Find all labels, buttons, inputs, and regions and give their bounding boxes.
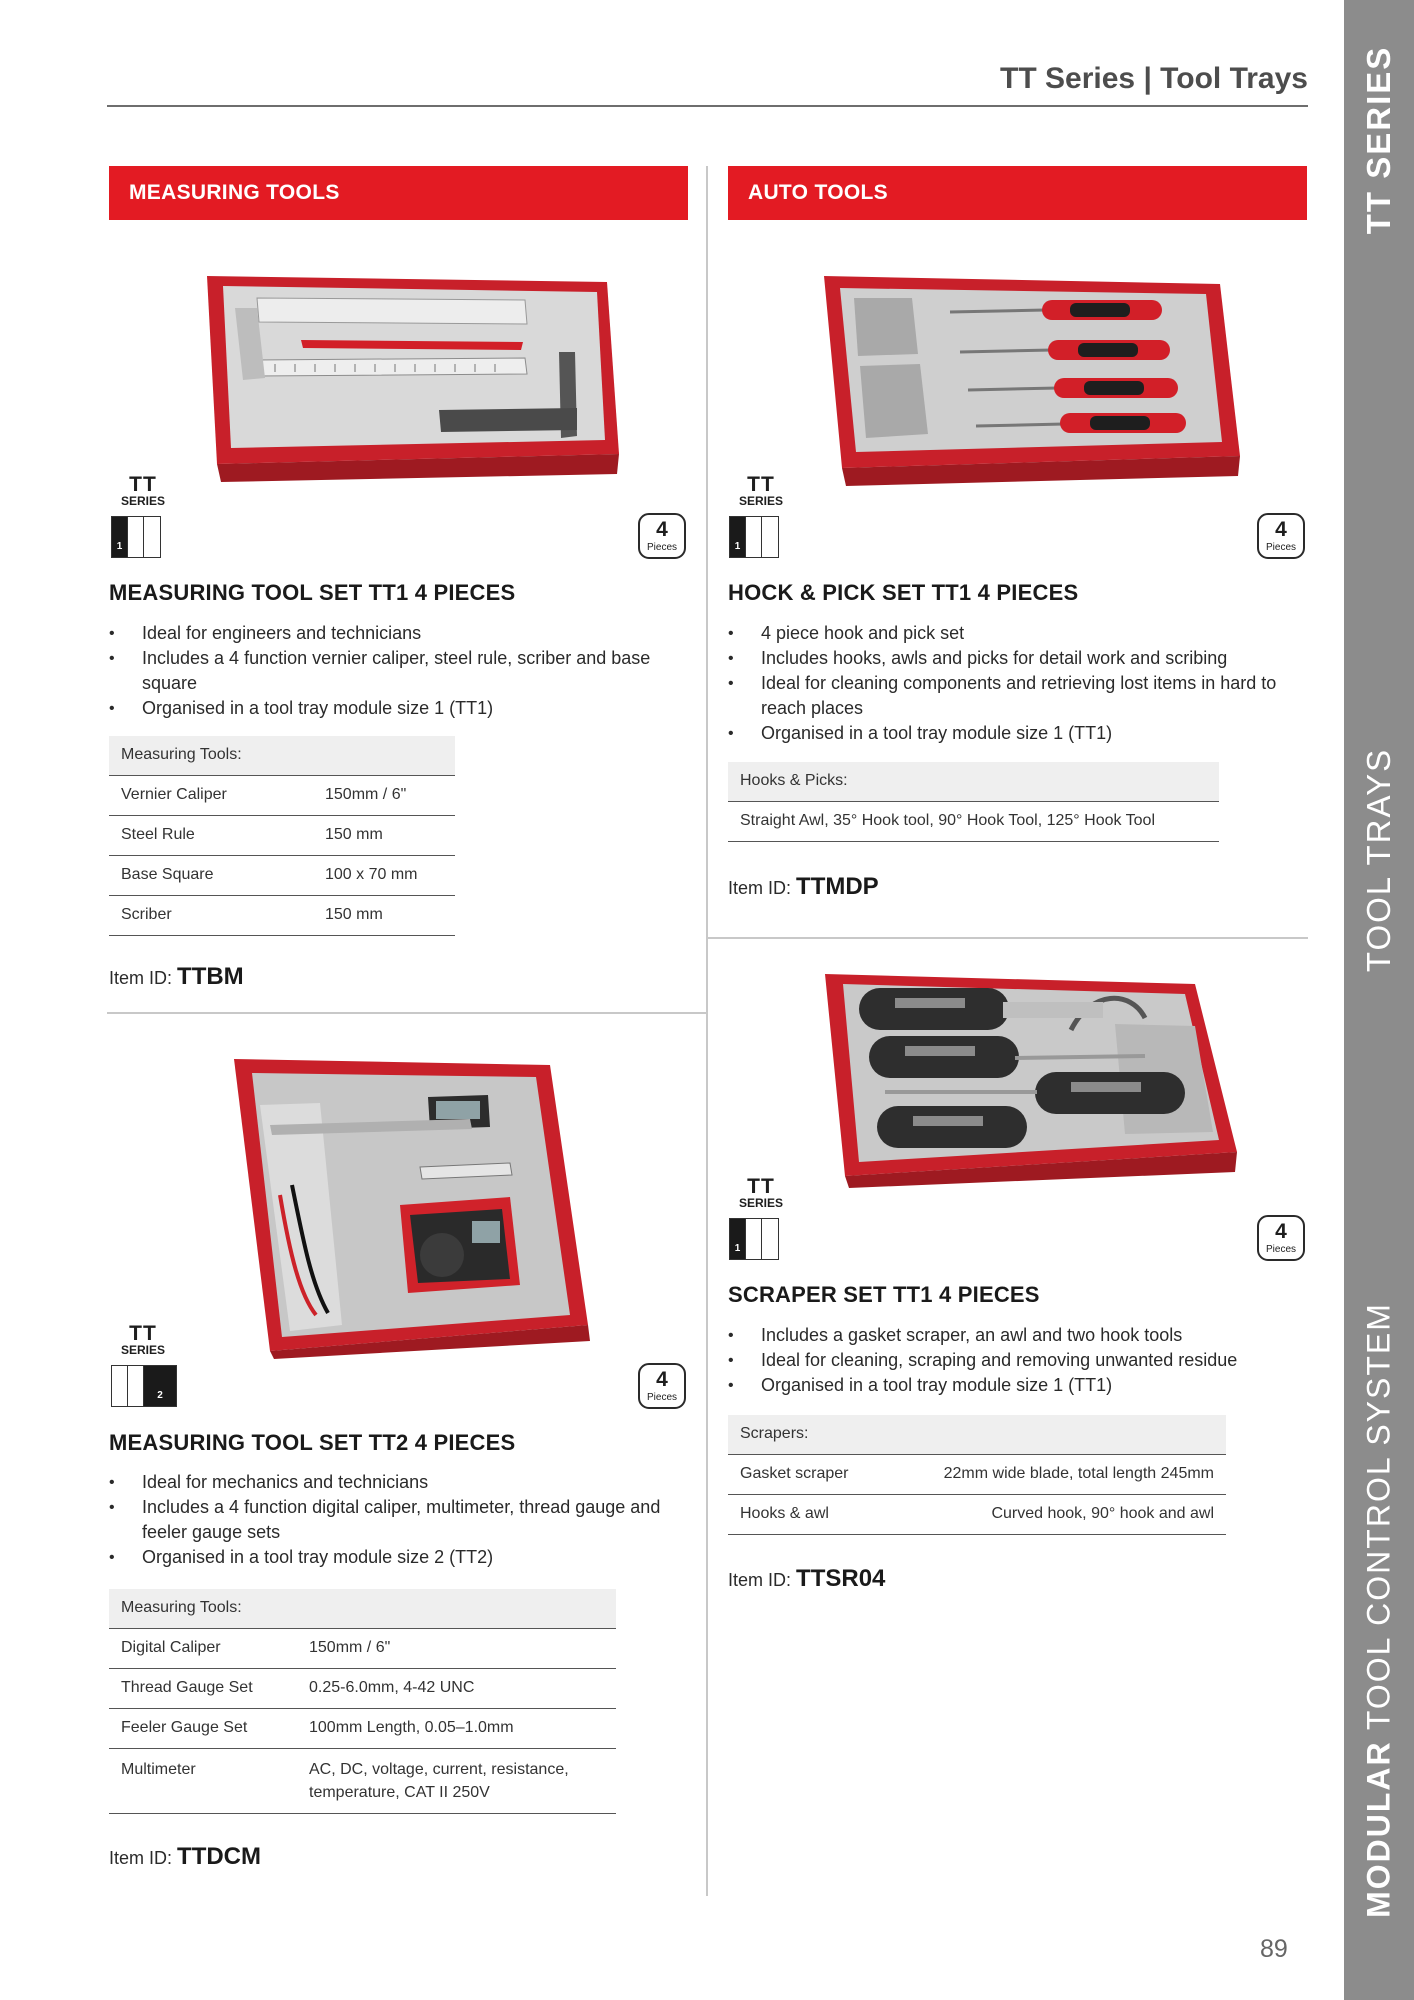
sidebar-series-label: TT SERIES: [1360, 45, 1397, 235]
tt-series-logo-ttdcm: [110, 1322, 176, 1401]
module-size-indicator: [729, 516, 779, 558]
tt-series-logo-ttbm: [110, 473, 176, 552]
sidebar-system-label: [1361, 1302, 1398, 1918]
category-banner-measuring: MEASURING TOOLS: [109, 166, 688, 220]
table-row: [109, 1628, 616, 1668]
spec-value: 0.25-6.0mm, 4-42 UNC: [297, 1668, 616, 1708]
product-title-ttmdp: HOCK & PICK SET TT1 4 PIECES: [728, 580, 1079, 605]
page-header: [107, 62, 1308, 107]
item-id-label: Item ID:: [728, 878, 792, 898]
pieces-count: 4: [1275, 518, 1287, 541]
spec-value: 100mm Length, 0.05–1.0mm: [297, 1708, 616, 1748]
pieces-count: 4: [656, 1368, 668, 1391]
item-id-code: TTBM: [177, 963, 244, 990]
column-divider: [706, 166, 708, 1896]
feature-list-ttdcm: [109, 1470, 669, 1570]
module-size-number: 1: [112, 517, 128, 557]
list-item: • Ideal for engineers and technicians: [109, 621, 679, 646]
item-id-ttmdp: [728, 873, 879, 901]
table-row: [109, 1668, 616, 1708]
tt-logo-text: TT: [747, 1175, 775, 1198]
pieces-count: 4: [656, 518, 668, 541]
item-id-code: TTDCM: [177, 1843, 262, 1870]
spec-value: Curved hook, 90° hook and awl: [888, 1494, 1226, 1534]
spec-value: 150 mm: [313, 815, 455, 855]
item-id-code: TTSR04: [796, 1565, 886, 1592]
spec-value: 100 x 70 mm: [313, 855, 455, 895]
spec-label: Scriber: [109, 895, 313, 935]
product-photo-ttdcm: [230, 1055, 595, 1360]
spec-value: 22mm wide blade, total length 245mm: [888, 1454, 1226, 1494]
table-row: [109, 775, 455, 815]
spec-label: Feeler Gauge Set: [109, 1708, 297, 1748]
category-banner-auto: AUTO TOOLS: [728, 166, 1307, 220]
page-title: TT Series | Tool Trays: [1000, 62, 1308, 95]
spec-table-ttdcm: [109, 1589, 616, 1814]
spec-table-header: Measuring Tools:: [109, 736, 455, 775]
spec-value: 150 mm: [313, 895, 455, 935]
spec-label: Base Square: [109, 855, 313, 895]
product-title-ttdcm: MEASURING TOOL SET TT2 4 PIECES: [109, 1430, 516, 1455]
pieces-label: Pieces: [646, 1392, 677, 1403]
list-item: • Includes hooks, awls and picks for detail work and scribing: [728, 646, 1300, 671]
spec-table-ttbm: [109, 736, 455, 936]
table-row: [728, 801, 1219, 841]
left-section-divider: [107, 1012, 707, 1014]
spec-table-header: Hooks & Picks:: [728, 762, 1219, 801]
pieces-badge-ttdcm: [638, 1363, 686, 1409]
table-row: [109, 1708, 616, 1748]
tt-logo-text: TT: [129, 473, 157, 496]
pieces-badge-ttmdp: [1257, 513, 1305, 559]
pieces-label: Pieces: [1265, 1244, 1296, 1255]
spec-value: 150mm / 6": [297, 1628, 616, 1668]
spec-value: 150mm / 6": [313, 775, 455, 815]
item-id-code: TTMDP: [796, 873, 879, 900]
tt-series-logo-ttsr04: [728, 1175, 794, 1254]
list-item: • Organised in a tool tray module size 1 (TT1): [728, 721, 1300, 746]
spec-label: Gasket scraper: [728, 1454, 888, 1494]
item-id-label: Item ID:: [109, 968, 173, 988]
item-id-ttdcm: [109, 1843, 261, 1871]
right-section-divider: [708, 937, 1308, 939]
sidebar-trays-label: TOOL TRAYS: [1360, 747, 1397, 973]
spec-table-header: Measuring Tools:: [109, 1589, 616, 1628]
product-title-ttbm: MEASURING TOOL SET TT1 4 PIECES: [109, 580, 516, 605]
product-photo-ttbm: [195, 268, 625, 486]
series-logo-text: SERIES: [120, 494, 165, 508]
series-logo-text: SERIES: [120, 1343, 165, 1357]
spec-label: Vernier Caliper: [109, 775, 313, 815]
list-item: • Includes a 4 function digital caliper, multimeter, thread gauge and feeler gauge sets: [109, 1495, 669, 1545]
product-title-ttsr04: SCRAPER SET TT1 4 PIECES: [728, 1282, 1040, 1307]
pieces-label: Pieces: [646, 542, 677, 553]
spec-value: AC, DC, voltage, current, resistance, temperature, CAT II 250V: [297, 1748, 616, 1813]
table-row: [109, 1748, 616, 1813]
spec-label: Digital Caliper: [109, 1628, 297, 1668]
item-id-label: Item ID:: [109, 1848, 173, 1868]
tt-series-logo-ttmdp: [728, 473, 794, 552]
spec-label: Steel Rule: [109, 815, 313, 855]
spec-table-ttsr04: [728, 1415, 1226, 1535]
series-logo-text: SERIES: [738, 494, 783, 508]
spec-label: Thread Gauge Set: [109, 1668, 297, 1708]
spec-table-header: Scrapers:: [728, 1415, 1226, 1454]
table-row: [109, 815, 455, 855]
series-logo-text: SERIES: [738, 1196, 783, 1210]
sidebar-system-rest: TOOL CONTROL SYSTEM: [1360, 1302, 1397, 1741]
list-item: • Includes a gasket scraper, an awl and two hook tools: [728, 1323, 1318, 1348]
spec-table-ttmdp: [728, 762, 1219, 842]
module-size-indicator: [729, 1218, 779, 1260]
side-bar: [1344, 0, 1414, 2000]
tt-logo-text: TT: [747, 473, 775, 496]
list-item: • Includes a 4 function vernier caliper, steel rule, scriber and base square: [109, 646, 679, 696]
table-row: [109, 895, 455, 935]
feature-list-ttsr04: [728, 1323, 1318, 1398]
pieces-label: Pieces: [1265, 542, 1296, 553]
sidebar-system-bold: MODULAR: [1360, 1740, 1397, 1918]
tt-logo-text: TT: [129, 1322, 157, 1345]
module-size-indicator: [111, 516, 161, 558]
list-item: • Ideal for cleaning components and retrieving lost items in hard to reach places: [728, 671, 1300, 721]
spec-value: Straight Awl, 35° Hook tool, 90° Hook Tool, 125° Hook Tool: [728, 801, 1219, 841]
feature-list-ttbm: [109, 621, 679, 721]
pieces-count: 4: [1275, 1220, 1287, 1243]
module-size-indicator: [111, 1365, 177, 1407]
module-size-number: 1: [730, 517, 746, 557]
list-item: • Organised in a tool tray module size 2 (TT2): [109, 1545, 669, 1570]
list-item: • Organised in a tool tray module size 1 (TT1): [109, 696, 679, 721]
table-row: [109, 855, 455, 895]
item-id-ttbm: [109, 963, 244, 991]
item-id-label: Item ID:: [728, 1570, 792, 1590]
feature-list-ttmdp: [728, 621, 1300, 746]
page-number: 89: [1260, 1935, 1288, 1963]
table-row: [728, 1494, 1226, 1534]
product-photo-ttsr04: [815, 972, 1240, 1190]
pieces-badge-ttsr04: [1257, 1215, 1305, 1261]
list-item: • Organised in a tool tray module size 1 (TT1): [728, 1373, 1318, 1398]
spec-label: Multimeter: [109, 1748, 297, 1813]
item-id-ttsr04: [728, 1565, 885, 1593]
table-row: [728, 1454, 1226, 1494]
product-photo-ttmdp: [820, 270, 1245, 488]
list-item: • 4 piece hook and pick set: [728, 621, 1300, 646]
spec-label: Hooks & awl: [728, 1494, 888, 1534]
pieces-badge-ttbm: [638, 513, 686, 559]
list-item: • Ideal for mechanics and technicians: [109, 1470, 669, 1495]
list-item: • Ideal for cleaning, scraping and removing unwanted residue: [728, 1348, 1318, 1373]
module-size-number: 1: [730, 1219, 746, 1259]
module-size-number: 2: [144, 1366, 176, 1406]
